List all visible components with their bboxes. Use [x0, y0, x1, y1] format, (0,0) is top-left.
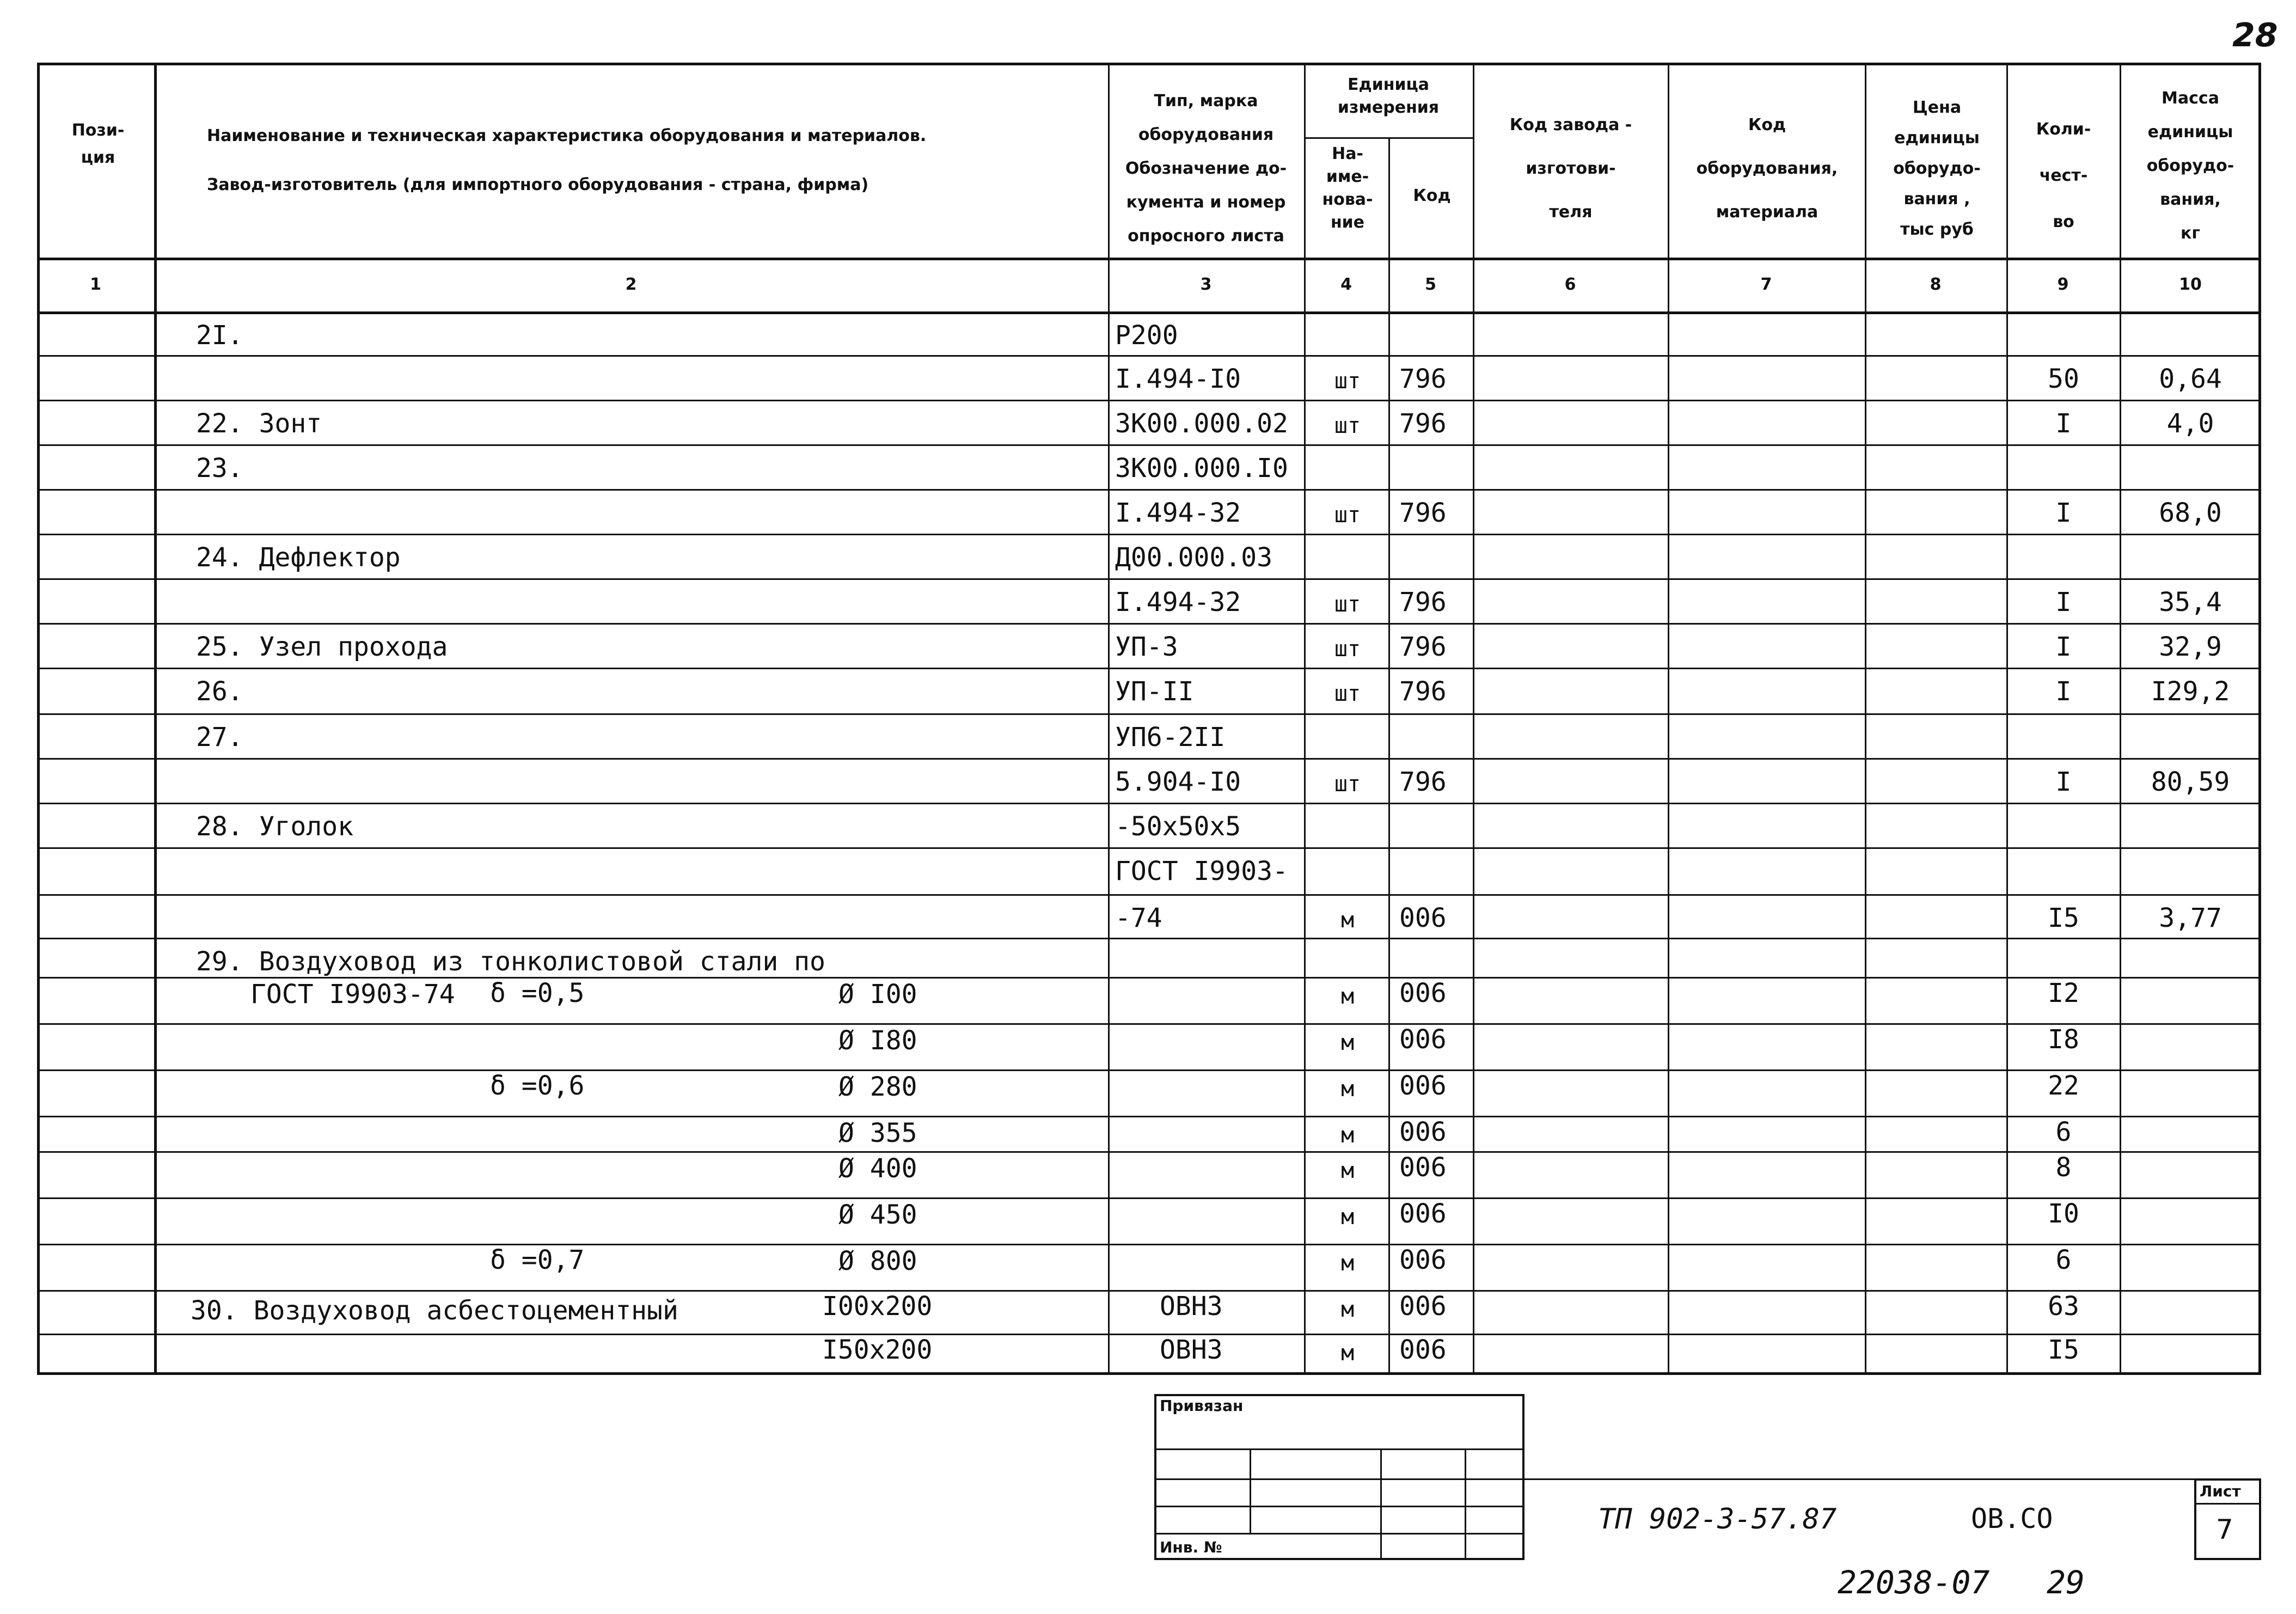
row-line [37, 758, 2261, 760]
col-line-4 [1388, 137, 1390, 1375]
row-type: I.494-I0 [1115, 364, 1241, 394]
col-number: 2 [625, 275, 637, 294]
duct-code: 006 [1399, 1199, 1447, 1229]
asbestos-unit: м [1340, 1341, 1355, 1366]
row-unit: шт [1334, 503, 1361, 528]
row-type: I.494-32 [1115, 587, 1241, 618]
row-line [37, 1116, 2261, 1117]
col-line-8 [2006, 63, 2008, 1375]
row-unit: шт [1334, 413, 1361, 438]
col-line-1 [154, 63, 157, 1375]
duct-code: 006 [1399, 1117, 1447, 1147]
col-number: 1 [90, 275, 101, 294]
col-number: 6 [1564, 275, 1576, 294]
row-qty: 50 [2048, 364, 2079, 394]
duct-thickness: δ =0,7 [490, 1245, 585, 1275]
row-type: -50x50x5 [1115, 811, 1241, 842]
asbestos-size: I00x200 [822, 1291, 933, 1322]
duct-unit: м [1340, 1123, 1355, 1148]
asbestos-name: 30. Воздуховод асбестоцементный [191, 1295, 678, 1326]
row-line [37, 534, 2261, 535]
asbestos-qty: I5 [2048, 1335, 2079, 1365]
row-qty: I [2055, 587, 2072, 618]
duct-qty: I2 [2048, 978, 2079, 1008]
stamp-inv: Инв. № [1160, 1538, 1222, 1556]
duct-diameter: Ø 355 [838, 1118, 917, 1148]
row-line [37, 489, 2261, 491]
row-type: ЗК00.000.I0 [1115, 453, 1288, 484]
row-line [37, 355, 2261, 357]
row-qty: I [2055, 632, 2072, 662]
duct-unit: м [1340, 1030, 1355, 1055]
duct-qty: 6 [2055, 1245, 2072, 1275]
row-line [37, 623, 2261, 625]
row-mass: 35,4 [2159, 587, 2222, 618]
row-line [37, 1244, 2261, 1245]
asbestos-unit: м [1340, 1297, 1355, 1322]
header-position: Пози- ция [71, 121, 125, 167]
duct-qty: I0 [2048, 1199, 2079, 1229]
row-qty: I [2055, 408, 2072, 439]
row-code: 796 [1399, 498, 1447, 528]
row-qty: I5 [2048, 903, 2079, 933]
col-line-6 [1668, 63, 1669, 1375]
row-type: ЗК00.000.02 [1115, 408, 1288, 439]
sheet-label: Лист [2200, 1482, 2241, 1500]
row-code: 796 [1399, 364, 1447, 394]
row-line [37, 400, 2261, 401]
row-line [37, 938, 2261, 939]
row-name: 23. [196, 453, 243, 484]
colnum-bottom-line [37, 311, 2261, 314]
row-type: УП6-2II [1115, 722, 1226, 753]
row-type: УП-II [1115, 676, 1194, 707]
duct-diameter: Ø I00 [838, 979, 917, 1010]
row-code: 796 [1399, 767, 1447, 797]
duct-code: 006 [1399, 1024, 1447, 1055]
row-name: 29. Воздуховод из тонколистовой стали по [196, 946, 825, 977]
row-line [37, 1069, 2261, 1071]
row-mass: 68,0 [2159, 498, 2222, 528]
stamp-line [1154, 1448, 1524, 1450]
header-factory-code: Код завода - изготови- теля [1509, 115, 1632, 222]
row-mass: 32,9 [2159, 632, 2222, 662]
stamp-attached: Привязан [1160, 1397, 1244, 1415]
page-number: 28 [2232, 16, 2278, 54]
duct-unit: м [1340, 1205, 1355, 1230]
row-name: 27. [196, 722, 243, 753]
col-number: 10 [2179, 275, 2202, 294]
row-mass: 0,64 [2159, 364, 2222, 394]
row-unit: шт [1334, 369, 1361, 394]
header-name: Наименование и техническая характеристика оборудования и материалов. Завод-изготовитель (для импортного оборудования - страна, фирма) [207, 126, 927, 194]
header-unit-code: Код [1413, 186, 1451, 205]
row-line [37, 847, 2261, 849]
row-unit: шт [1334, 772, 1361, 797]
row-line [37, 803, 2261, 804]
row-name: 26. [196, 676, 243, 707]
row-name: 2I. [196, 320, 243, 351]
duct-thickness: δ =0,5 [490, 978, 585, 1008]
col-line-2 [1108, 63, 1110, 1375]
asbestos-type: ОВНЗ [1160, 1291, 1223, 1322]
row-unit: шт [1334, 637, 1361, 662]
duct-code: 006 [1399, 1245, 1447, 1275]
asbestos-qty: 63 [2048, 1291, 2079, 1322]
row-name: 28. Уголок [196, 811, 353, 842]
row-line [37, 713, 2261, 715]
header-mass: Масса единицы оборудо- вания, кг [2146, 89, 2234, 243]
col-number: 4 [1340, 275, 1352, 294]
row-line [37, 894, 2261, 896]
duct-unit: м [1340, 984, 1355, 1009]
stamp-line [1154, 1506, 1524, 1507]
duct-unit: м [1340, 1251, 1355, 1276]
row-unit: шт [1334, 681, 1361, 706]
duct-qty: 22 [2048, 1071, 2079, 1101]
stamp-vline [1250, 1448, 1251, 1533]
header-bottom-line [37, 258, 2261, 260]
col-number: 3 [1200, 275, 1212, 294]
row-line [37, 1334, 2261, 1335]
row-mass: 4,0 [2166, 408, 2214, 439]
duct-unit: м [1340, 1077, 1355, 1102]
sheet-number: 7 [2216, 1514, 2233, 1545]
stamp-frame [1154, 1394, 1524, 1560]
duct-diameter: Ø 280 [838, 1072, 917, 1102]
duct-code: 006 [1399, 1152, 1447, 1183]
asbestos-code: 006 [1399, 1291, 1447, 1322]
bottom-code: 22038-07 29 [1838, 1564, 2085, 1601]
row-code: 796 [1399, 587, 1447, 618]
row-type: УП-3 [1115, 632, 1178, 662]
row-code: 006 [1399, 903, 1447, 933]
row-code: 796 [1399, 632, 1447, 662]
duct-diameter: Ø 450 [838, 1200, 917, 1230]
duct-qty: 8 [2055, 1152, 2072, 1183]
row-unit: м [1340, 908, 1355, 933]
doc-code: ТП 902-3-57.87 [1598, 1503, 1837, 1536]
col-number: 8 [1930, 275, 1942, 294]
asbestos-size: I50x200 [822, 1335, 933, 1365]
doc-section: ОВ.СО [1971, 1503, 2053, 1534]
row-qty: I [2055, 767, 2072, 797]
duct-code: 006 [1399, 1071, 1447, 1101]
row-type: Р200 [1115, 320, 1178, 351]
duct-qty: 6 [2055, 1117, 2072, 1147]
row-name: 22. Зонт [196, 408, 322, 439]
asbestos-type: ОВНЗ [1160, 1335, 1223, 1365]
body-bottom-line [37, 1372, 2261, 1374]
row-code: 796 [1399, 408, 1447, 439]
stamp-vline [1465, 1448, 1466, 1560]
header-equip-code: Код оборудования, материала [1696, 115, 1838, 222]
header-unit: Единица измерения [1337, 75, 1440, 117]
row-line [37, 1151, 2261, 1153]
row-type: Д00.000.03 [1115, 542, 1272, 573]
row-line [37, 578, 2261, 580]
header-price: Цена единицы оборудо- вания , тыс руб [1893, 98, 1981, 239]
row-type: 5.904-I0 [1115, 767, 1241, 797]
col-number: 9 [2057, 275, 2069, 294]
row-qty: I [2055, 676, 2072, 707]
stamp-vline [1380, 1448, 1382, 1560]
sheet-line [2194, 1503, 2261, 1505]
row-type: -74 [1115, 903, 1162, 933]
row-mass: I29,2 [2151, 676, 2230, 707]
row-code: 796 [1399, 676, 1447, 707]
row-mass: 3,77 [2159, 903, 2222, 933]
header-unit-name: На- име- нова- ние [1322, 144, 1373, 232]
row-type: ГОСТ I9903- [1115, 856, 1288, 887]
stamp-line [1154, 1478, 1524, 1480]
row-qty: I [2055, 498, 2072, 528]
duct-unit: м [1340, 1158, 1355, 1183]
col-line-9 [2120, 63, 2121, 1375]
stamp-line [1154, 1533, 1524, 1534]
duct-gost: ГОСТ I9903-74 [250, 979, 455, 1010]
row-line [37, 1023, 2261, 1025]
col-number: 7 [1760, 275, 1772, 294]
col-line-5 [1473, 63, 1474, 1375]
duct-diameter: Ø 400 [838, 1153, 917, 1184]
row-line [37, 668, 2261, 669]
row-line [37, 1290, 2261, 1292]
duct-thickness: δ =0,6 [490, 1071, 585, 1101]
row-line [37, 1197, 2261, 1199]
col-line-7 [1865, 63, 1866, 1375]
duct-qty: I8 [2048, 1024, 2079, 1055]
row-unit: шт [1334, 592, 1361, 617]
row-name: 25. Узел прохода [196, 632, 448, 662]
doc-block-line [1524, 1478, 2261, 1480]
row-line [37, 444, 2261, 446]
header-type: Тип, марка оборудования Обозначение до- кумента и номер опросного листа [1125, 91, 1287, 246]
col-number: 5 [1425, 275, 1436, 294]
row-mass: 80,59 [2151, 767, 2230, 797]
duct-diameter: Ø 800 [838, 1246, 917, 1276]
row-line [37, 977, 2261, 979]
header-qty: Коли- чест- во [2036, 120, 2091, 231]
col-line-3 [1304, 63, 1306, 1375]
duct-code: 006 [1399, 978, 1447, 1008]
row-type: I.494-32 [1115, 498, 1241, 528]
duct-diameter: Ø I80 [838, 1025, 917, 1056]
row-name: 24. Дефлектор [196, 542, 401, 573]
asbestos-code: 006 [1399, 1335, 1447, 1365]
